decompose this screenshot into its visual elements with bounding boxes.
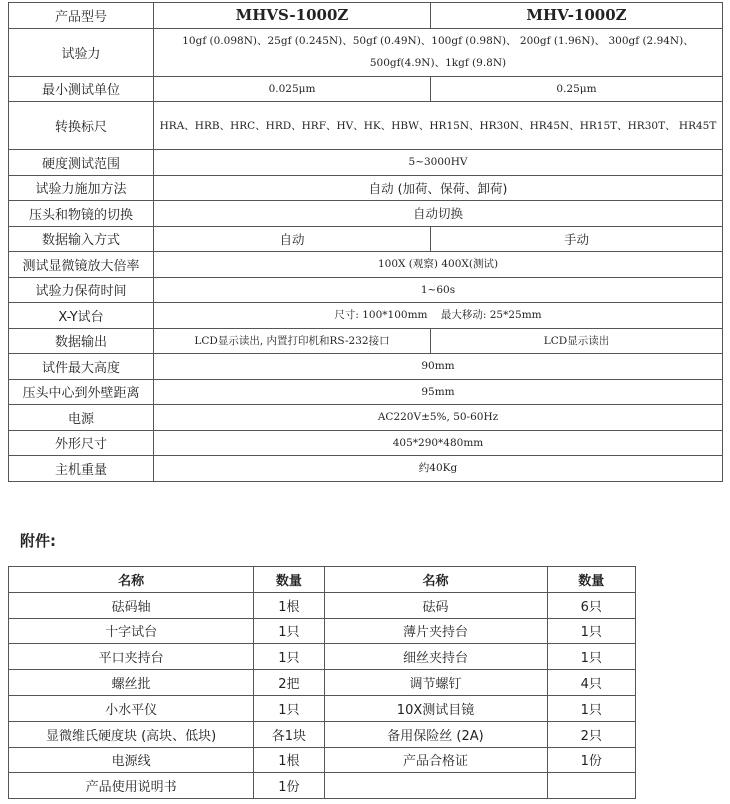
table-row xyxy=(9,644,636,670)
spec-label: 最小测试单位 xyxy=(9,76,154,102)
spec-label: X-Y试台 xyxy=(9,303,154,329)
item-qty: 4只 xyxy=(547,670,635,696)
item-name: 电源线 xyxy=(9,747,254,773)
spec-label: 转换标尺 xyxy=(9,102,154,150)
item-name: 备用保险丝 (2A) xyxy=(324,721,547,747)
spec-value: 尺寸: 100*100mm 最大移动: 25*25mm xyxy=(154,303,723,329)
spec-label: 压头中心到外壁距离 xyxy=(9,379,154,405)
spec-row xyxy=(9,28,723,76)
spec-label: 压头和物镜的切换 xyxy=(9,201,154,227)
item-qty: 1根 xyxy=(254,592,324,618)
header-name: 名称 xyxy=(324,567,547,593)
table-row xyxy=(9,721,636,747)
spec-value: 5~3000HV xyxy=(154,150,723,176)
item-name: 小水平仪 xyxy=(9,695,254,721)
item-qty: 1根 xyxy=(254,747,324,773)
spec-row xyxy=(9,303,723,329)
spec-label: 数据输入方式 xyxy=(9,226,154,252)
item-name: 细丝夹持台 xyxy=(324,644,547,670)
header-qty: 数量 xyxy=(547,567,635,593)
spec-row xyxy=(9,102,723,150)
spec-label: 试验力 xyxy=(9,28,154,76)
table-row xyxy=(9,592,636,618)
spec-value: 95mm xyxy=(154,379,723,405)
item-qty: 2只 xyxy=(547,721,635,747)
item-qty: 1只 xyxy=(547,695,635,721)
item-qty: 1只 xyxy=(254,618,324,644)
spec-value: 1~60s xyxy=(154,277,723,303)
header-name: 名称 xyxy=(9,567,254,593)
model-b: MHV-1000Z xyxy=(431,3,723,29)
accessories-header-row xyxy=(9,567,636,593)
spec-value: 自动 (加荷、保荷、卸荷) xyxy=(154,175,723,201)
item-qty: 1份 xyxy=(547,747,635,773)
spec-label: 主机重量 xyxy=(9,456,154,482)
item-name xyxy=(324,773,547,799)
spec-value: 自动切换 xyxy=(154,201,723,227)
spec-row xyxy=(9,201,723,227)
spec-label: 电源 xyxy=(9,405,154,431)
spec-value: AC220V±5%, 50-60Hz xyxy=(154,405,723,431)
spec-row xyxy=(9,175,723,201)
spec-value: 405*290*480mm xyxy=(154,430,723,456)
spec-value: 100X (观察) 400X(测试) xyxy=(154,252,723,278)
table-row xyxy=(9,747,636,773)
spec-row xyxy=(9,226,723,252)
spec-row xyxy=(9,150,723,176)
item-qty: 6只 xyxy=(547,592,635,618)
item-name: 平口夹持台 xyxy=(9,644,254,670)
spec-value: 10gf (0.098N)、25gf (0.245N)、50gf (0.49N)、100gf (0.98N)、 200gf (1.96N)、 300gf (2.94N)、500gf(4.9N)、1kgf (9.8N) xyxy=(154,28,723,76)
item-qty xyxy=(547,773,635,799)
spec-row xyxy=(9,76,723,102)
item-qty: 1只 xyxy=(254,695,324,721)
spec-value: 约40Kg xyxy=(154,456,723,482)
table-row xyxy=(9,773,636,799)
model-a: MHVS-1000Z xyxy=(154,3,431,29)
item-name: 砝码轴 xyxy=(9,592,254,618)
table-row xyxy=(9,695,636,721)
spec-label: 试验力施加方法 xyxy=(9,175,154,201)
item-qty: 2把 xyxy=(254,670,324,696)
item-name: 薄片夹持台 xyxy=(324,618,547,644)
spec-label: 试件最大高度 xyxy=(9,354,154,380)
spec-row xyxy=(9,379,723,405)
item-name: 产品合格证 xyxy=(324,747,547,773)
item-qty: 1只 xyxy=(254,644,324,670)
item-name: 显微维氏硬度块 (高块、低块) xyxy=(9,721,254,747)
item-name: 十字试台 xyxy=(9,618,254,644)
spec-row xyxy=(9,328,723,354)
spec-row xyxy=(9,405,723,431)
spec-label: 外形尺寸 xyxy=(9,430,154,456)
spec-row xyxy=(9,252,723,278)
spec-value-b: 手动 xyxy=(431,226,723,252)
item-name: 10X测试目镜 xyxy=(324,695,547,721)
accessories-heading: 附件: xyxy=(20,532,56,550)
accessories-table xyxy=(8,566,636,799)
spec-value-a: 0.025μm xyxy=(154,76,431,102)
spec-value: 90mm xyxy=(154,354,723,380)
item-name: 砝码 xyxy=(324,592,547,618)
spec-value-b: 0.25μm xyxy=(431,76,723,102)
spec-row xyxy=(9,277,723,303)
spec-label: 试验力保荷时间 xyxy=(9,277,154,303)
item-qty: 1份 xyxy=(254,773,324,799)
item-qty: 1只 xyxy=(547,618,635,644)
spec-label: 测试显微镜放大倍率 xyxy=(9,252,154,278)
spec-label: 数据输出 xyxy=(9,328,154,354)
spec-value-b: LCD显示读出 xyxy=(431,328,723,354)
spec-row xyxy=(9,430,723,456)
table-row xyxy=(9,670,636,696)
spec-row xyxy=(9,456,723,482)
spec-label: 硬度测试范围 xyxy=(9,150,154,176)
spec-label: 产品型号 xyxy=(9,3,154,29)
table-row xyxy=(9,618,636,644)
item-name: 调节螺钉 xyxy=(324,670,547,696)
item-qty: 各1块 xyxy=(254,721,324,747)
item-name: 螺丝批 xyxy=(9,670,254,696)
item-qty: 1只 xyxy=(547,644,635,670)
item-name: 产品使用说明书 xyxy=(9,773,254,799)
spec-value-a: LCD显示读出, 内置打印机和RS-232接口 xyxy=(154,328,431,354)
header-qty: 数量 xyxy=(254,567,324,593)
spec-table xyxy=(8,2,723,482)
spec-row-model xyxy=(9,3,723,29)
spec-value-a: 自动 xyxy=(154,226,431,252)
spec-value: HRA、HRB、HRC、HRD、HRF、HV、HK、HBW、HR15N、HR30N、HR45N、HR15T、HR30T、 HR45T xyxy=(154,102,723,150)
spec-row xyxy=(9,354,723,380)
